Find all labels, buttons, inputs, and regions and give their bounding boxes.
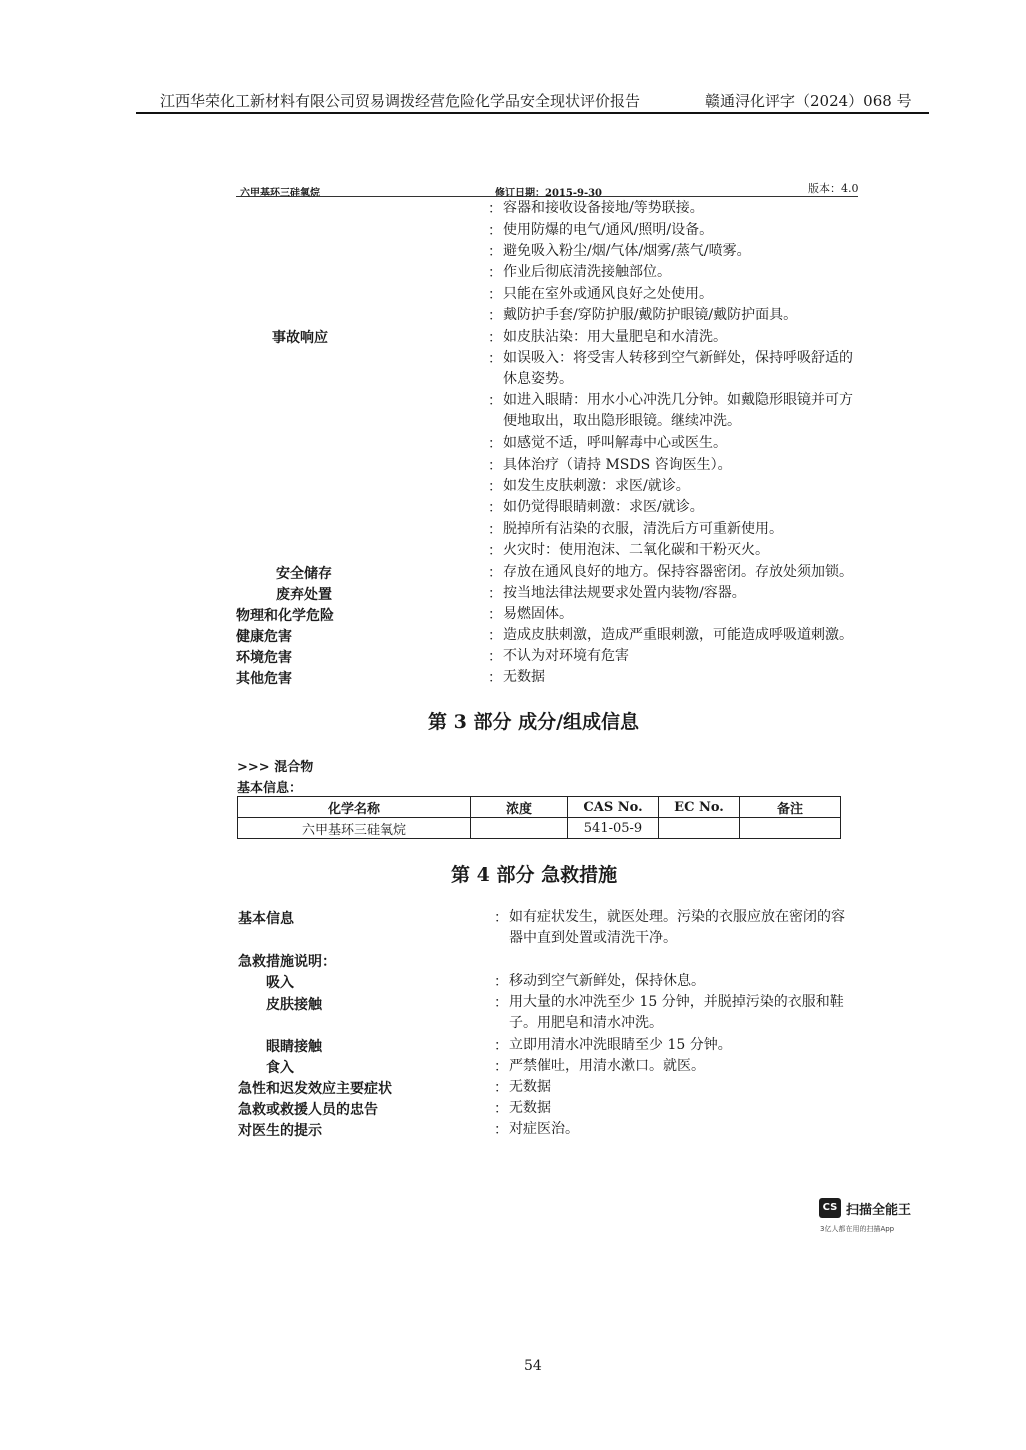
scanner-logo-tagline: 3亿人都在用的扫描App	[820, 1225, 895, 1233]
inhalation-label: 吸入	[266, 975, 294, 991]
skin-contact-value: 用大量的水冲洗至少 15 分钟，并脱掉污染的衣服和鞋子。用肥皂和清水冲洗。	[509, 994, 844, 1031]
physchem-hazard-label: 物理和化学危险	[236, 608, 334, 624]
col-chemical-name: 化学名称	[238, 797, 471, 818]
inhalation-value: 移动到空气新鲜处，保持休息。	[509, 973, 705, 989]
skin-contact-label: 皮肤接触	[266, 997, 322, 1013]
health-hazard-value: 造成皮肤刺激，造成严重眼刺激，可能造成呼吸道刺激。	[503, 627, 853, 643]
col-cas-no: CAS No.	[568, 797, 659, 818]
storage-value: 存放在通风良好的地方。保持容器密闭。存放处须加锁。	[503, 564, 853, 580]
table-header-row	[238, 797, 841, 818]
response-line: 如皮肤沾染：用大量肥皂和水清洗。	[503, 329, 727, 345]
eye-contact-value: 立即用清水冲洗眼睛至少 15 分钟。	[509, 1037, 732, 1053]
response-line: 火灾时：使用泡沫、二氧化碳和干粉灭火。	[503, 542, 769, 558]
rescuer-advice-value: 无数据	[509, 1100, 551, 1116]
precaution-line: 只能在室外或通风良好之处使用。	[503, 286, 713, 302]
report-title: 江西华荣化工新材料有限公司贸易调拨经营危险化学品安全现状评价报告	[160, 92, 641, 110]
section4-title: 第 4 部分 急救措施	[451, 864, 618, 886]
msds-version: 版本：4.0	[808, 182, 859, 195]
env-hazard-label: 环境危害	[236, 650, 292, 666]
precaution-line: 戴防护手套/穿防护服/戴防护眼镜/戴防护面具。	[503, 307, 798, 323]
health-hazard-label: 健康危害	[236, 629, 292, 645]
report-number: 赣通浔化评字（2024）068 号	[705, 92, 912, 110]
storage-label: 安全储存	[276, 566, 332, 582]
symptoms-value: 无数据	[509, 1079, 551, 1095]
doctor-note-value: 对症医治。	[509, 1121, 579, 1137]
ingestion-label: 食入	[266, 1060, 294, 1076]
doctor-note-label: 对医生的提示	[238, 1123, 322, 1139]
scanner-logo-name: 扫描全能王	[846, 1203, 912, 1218]
response-line: 如误吸入：将受害人转移到空气新鲜处，保持呼吸舒适的休息姿势。	[503, 350, 853, 387]
eye-contact-label: 眼睛接触	[266, 1039, 322, 1055]
cell-concentration	[471, 818, 568, 839]
col-ec-no: EC No.	[659, 797, 740, 818]
cell-ec-no	[659, 818, 740, 839]
table-row	[238, 818, 841, 839]
basic-info-label: 基本信息：	[237, 781, 303, 796]
symptoms-label: 急性和迟发效应主要症状	[238, 1081, 392, 1097]
response-line: 具体治疗（请持 MSDS 咨询医生）。	[503, 457, 732, 473]
first-aid-basic-value: 如有症状发生，就医处理。污染的衣服应放在密闭的容器中直到处置或清洗干净。	[509, 909, 845, 946]
precaution-line: 作业后彻底清洗接触部位。	[503, 264, 671, 280]
response-line: 如感觉不适，呼叫解毒中心或医生。	[503, 435, 727, 451]
header-rule	[136, 112, 929, 114]
cell-chemical-name: 六甲基环三硅氧烷	[238, 818, 471, 839]
response-line: 如发生皮肤刺激：求医/就诊。	[503, 478, 690, 494]
precaution-line: 容器和接收设备接地/等势联接。	[503, 200, 704, 216]
msds-product-name: 六甲基环三硅氧烷	[240, 188, 320, 199]
disposal-label: 废弃处置	[276, 587, 332, 603]
rescuer-advice-label: 急救或救援人员的忠告	[238, 1102, 378, 1118]
mixture-label: >>> 混合物	[237, 760, 314, 775]
env-hazard-value: 不认为对环境有危害	[503, 648, 629, 664]
first-aid-basic-label: 基本信息	[238, 911, 294, 927]
first-aid-measures-label: 急救措施说明：	[238, 954, 336, 970]
response-line: 脱掉所有沾染的衣服，清洗后方可重新使用。	[503, 521, 783, 537]
msds-header-rule	[236, 196, 858, 197]
cell-cas-no: 541-05-9	[568, 818, 659, 839]
section3-title: 第 3 部分 成分/组成信息	[428, 711, 640, 733]
col-concentration: 浓度	[471, 797, 568, 818]
other-hazard-label: 其他危害	[236, 671, 292, 687]
physchem-hazard-value: 易燃固体。	[503, 606, 573, 622]
precaution-line: 使用防爆的电气/通风/照明/设备。	[503, 222, 714, 238]
scanner-logo-icon: CS	[819, 1198, 841, 1218]
response-line: 如进入眼睛：用水小心冲洗几分钟。如戴隐形眼镜并可方便地取出，取出隐形眼镜。继续冲洗。	[503, 392, 853, 429]
msds-revision-date: 修订日期：2015-9-30	[495, 188, 603, 199]
ingestion-value: 严禁催吐，用清水漱口。就医。	[509, 1058, 705, 1074]
response-label: 事故响应	[272, 330, 328, 346]
response-line: 如仍觉得眼睛刺激：求医/就诊。	[503, 499, 704, 515]
cell-remarks	[740, 818, 841, 839]
disposal-value: 按当地法律法规要求处置内装物/容器。	[503, 585, 746, 601]
precaution-line: 避免吸入粉尘/烟/气体/烟雾/蒸气/喷雾。	[503, 243, 751, 259]
composition-table	[237, 796, 841, 839]
page-number: 54	[524, 1358, 542, 1374]
other-hazard-value: 无数据	[503, 669, 545, 685]
col-remarks: 备注	[740, 797, 841, 818]
